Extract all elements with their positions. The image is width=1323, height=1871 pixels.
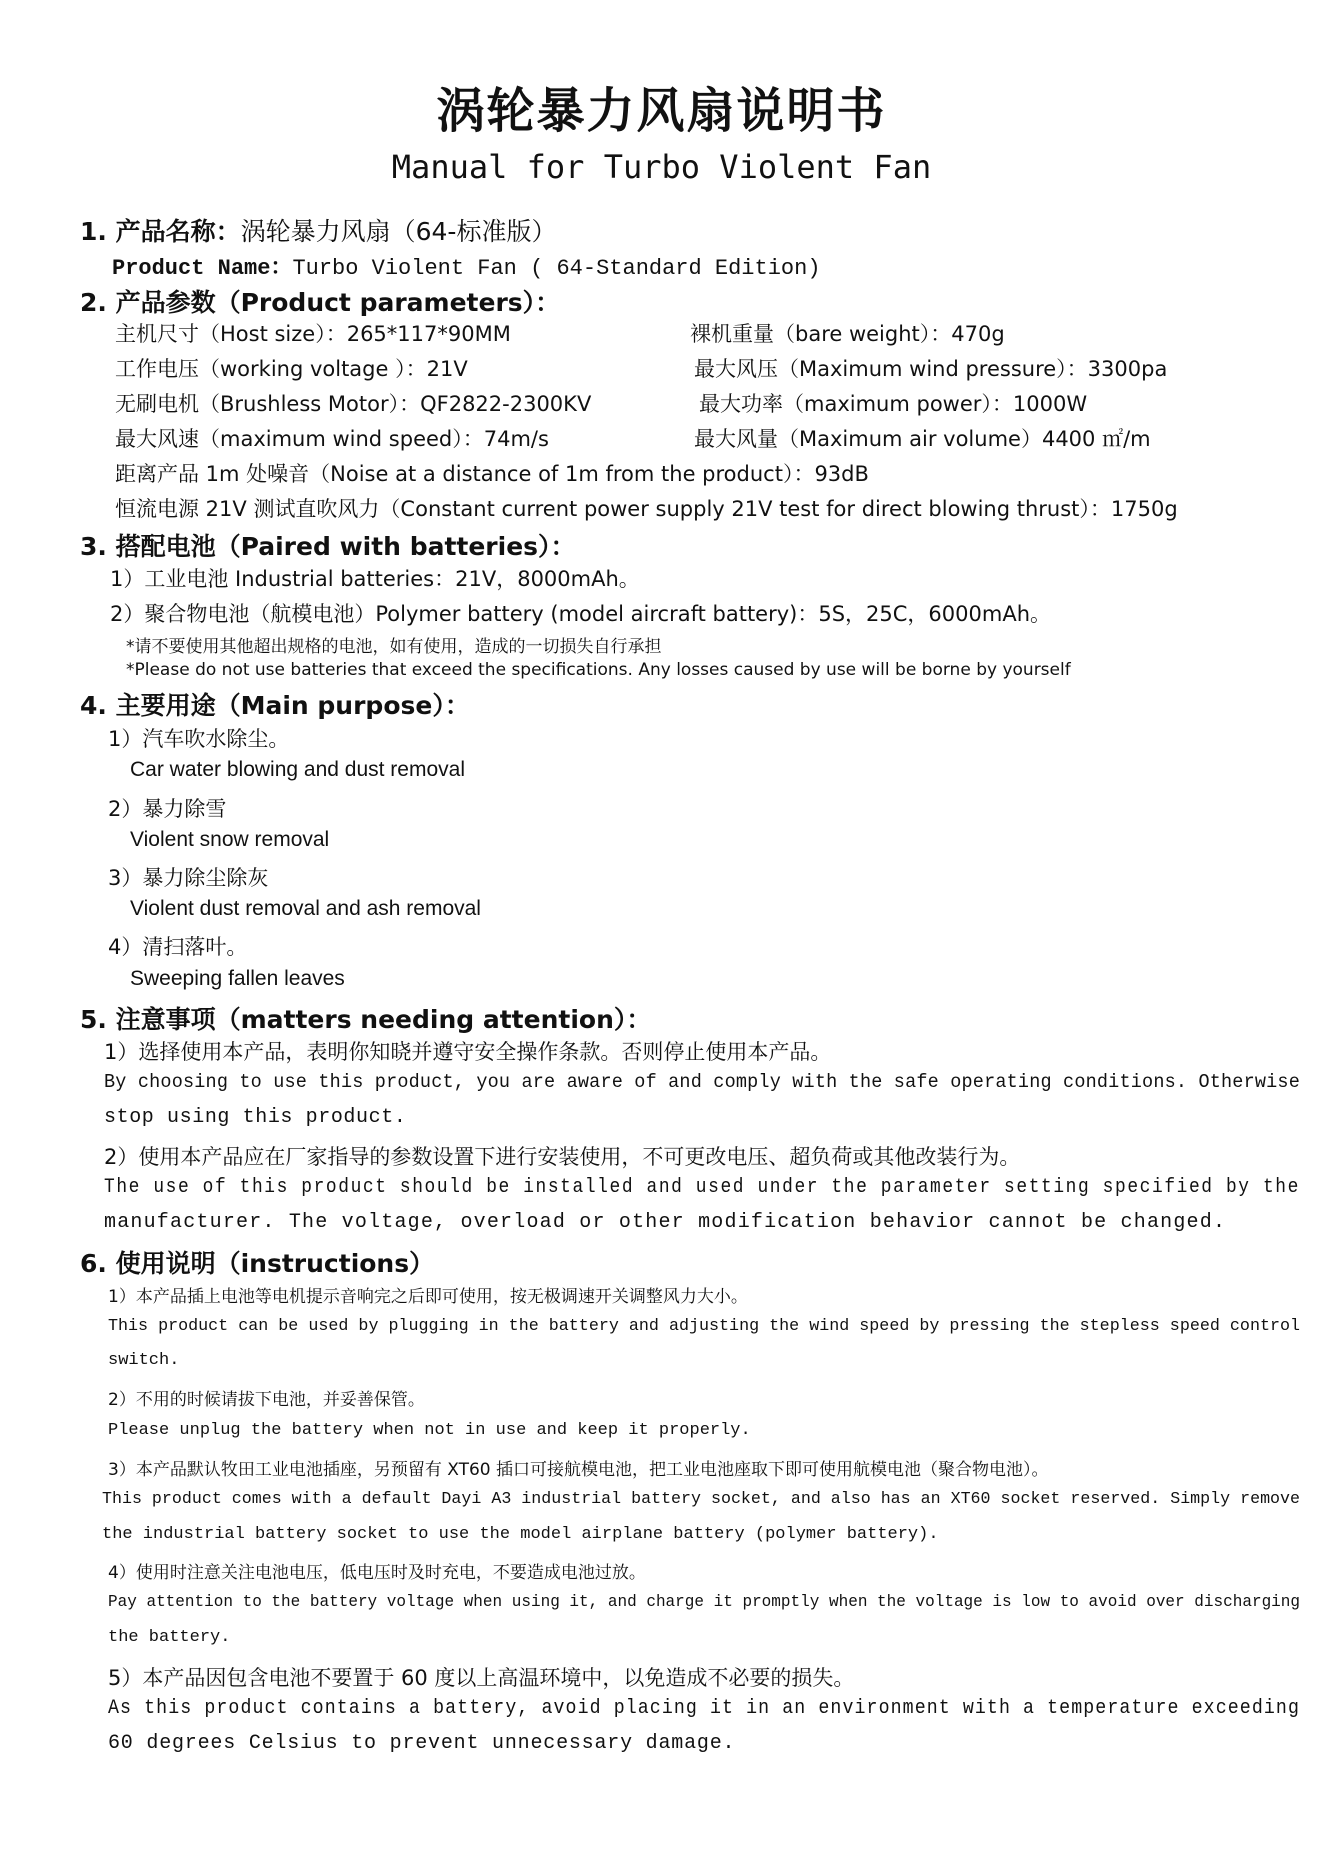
attention-2-en-a: The use of this product should be installed and used under the parameter setting specified by the	[104, 1176, 1300, 1199]
product-name-label-en: Product Name：	[112, 256, 293, 281]
section-4-heading: 4. 主要用途（Main purpose）：	[80, 691, 470, 720]
section-2-heading: 2. 产品参数（Product parameters）：	[80, 288, 561, 317]
attention-1-en-b: stop using this product.	[104, 1106, 407, 1129]
attention-2-en-b: manufacturer. The voltage, overload or other modification behavior cannot be changed.	[104, 1211, 1227, 1234]
instruction-3-en-b: the industrial battery socket to use the model airplane battery (polymer battery).	[102, 1525, 939, 1544]
purpose-2-zh: 2）暴力除雪	[108, 797, 227, 821]
instruction-5-en-b: 60 degrees Celsius to prevent unnecessary damage.	[108, 1732, 736, 1755]
section-6-heading: 6. 使用说明（instructions）	[80, 1249, 435, 1278]
instruction-3-zh: 3）本产品默认牧田工业电池插座，另预留有 XT60 插口可接航模电池，把工业电池座取下即可使用航模电池（聚合物电池）。	[108, 1460, 1049, 1480]
attention-2-zh: 2）使用本产品应在厂家指导的参数设置下进行安装使用，不可更改电压、超负荷或其他改装行为。	[104, 1145, 1021, 1169]
instruction-1-zh: 1）本产品插上电池等电机提示音响完之后即可使用，按无极调速开关调整风力大小。	[108, 1287, 748, 1307]
purpose-3-en: Violent dust removal and ash removal	[130, 897, 481, 920]
instruction-2-en: Please unplug the battery when not in use and keep it properly.	[108, 1421, 751, 1440]
section-3-heading: 3. 搭配电池（Paired with batteries）：	[80, 532, 576, 561]
param-max-power: 最大功率（maximum power）：1000W	[699, 392, 1088, 416]
section-1-heading	[80, 212, 556, 248]
param-brushless-motor: 无刷电机（Brushless Motor）：QF2822-2300KV	[115, 392, 592, 416]
purpose-1-en: Car water blowing and dust removal	[130, 758, 465, 781]
param-thrust: 恒流电源 21V 测试直吹风力（Constant current power supply 21V test for direct blowing thrust）：1750g	[115, 497, 1178, 521]
instruction-5-en-a: As this product contains a battery, avoid placing it in an environment with a temperature exceeding	[108, 1697, 1300, 1720]
instruction-4-en-b: the battery.	[108, 1628, 231, 1647]
purpose-4-zh: 4）清扫落叶。	[108, 935, 248, 959]
product-name-en-line	[112, 250, 821, 281]
section-1-heading-label: 1. 产品名称：	[80, 217, 241, 246]
purpose-4-en: Sweeping fallen leaves	[130, 967, 345, 990]
purpose-1-zh: 1）汽车吹水除尘。	[108, 727, 290, 751]
param-max-air-volume: 最大风量（Maximum air volume）4400 ㎡/m	[694, 427, 1151, 451]
product-name-zh: 涡轮暴力风扇（64-标准版）	[240, 217, 557, 246]
instruction-1-en-b: switch.	[108, 1351, 180, 1370]
battery-industrial: 1）工业电池 Industrial batteries：21V，8000mAh。	[110, 567, 640, 591]
param-noise: 距离产品 1m 处噪音（Noise at a distance of 1m from the product）：93dB	[115, 462, 869, 486]
product-name-en: Turbo Violent Fan ( 64-Standard Edition)	[292, 256, 821, 281]
section-5-heading: 5. 注意事项（matters needing attention）：	[80, 1005, 652, 1034]
instruction-3-en-a: This product comes with a default Dayi A3 industrial battery socket, and also has an XT60 socket reserved. Simply remove	[102, 1490, 1301, 1509]
instruction-4-zh: 4）使用时注意关注电池电压，低电压时及时充电，不要造成电池过放。	[108, 1563, 646, 1583]
param-max-wind-pressure: 最大风压（Maximum wind pressure）：3300pa	[694, 357, 1168, 381]
battery-polymer: 2）聚合物电池（航模电池）Polymer battery (model aircraft battery)：5S，25C，6000mAh。	[110, 602, 1051, 626]
param-host-size: 主机尺寸（Host size）：265*117*90MM	[115, 322, 511, 346]
instruction-5-zh: 5）本产品因包含电池不要置于 60 度以上高温环境中，以免造成不必要的损失。	[108, 1666, 855, 1690]
attention-1-en-a: By choosing to use this product, you are aware of and comply with the safe operating conditions. Otherwise	[104, 1071, 1301, 1093]
battery-note-en: *Please do not use batteries that exceed the specifications. Any losses caused by use will be borne by yourself	[126, 660, 1071, 680]
param-max-wind-speed: 最大风速（maximum wind speed）：74m/s	[115, 427, 549, 451]
title-chinese: 涡轮暴力风扇说明书	[436, 83, 887, 139]
instruction-4-en-a: Pay attention to the battery voltage when using it, and charge it promptly when the voltage is low to avoid over discharging	[108, 1593, 1301, 1612]
param-bare-weight: 裸机重量（bare weight）：470g	[690, 322, 1005, 346]
purpose-2-en: Violent snow removal	[130, 828, 330, 851]
title-english: Manual for Turbo Violent Fan	[391, 148, 932, 186]
instruction-2-zh: 2）不用的时候请拔下电池，并妥善保管。	[108, 1390, 425, 1410]
param-working-voltage: 工作电压（working voltage ）：21V	[115, 357, 468, 381]
purpose-3-zh: 3）暴力除尘除灰	[108, 866, 269, 890]
battery-note-zh: *请不要使用其他超出规格的电池，如有使用，造成的一切损失自行承担	[126, 637, 662, 657]
instruction-1-en-a: This product can be used by plugging in the battery and adjusting the wind speed by pressing the stepless speed control	[108, 1317, 1301, 1336]
attention-1-zh: 1）选择使用本产品，表明你知晓并遵守安全操作条款。否则停止使用本产品。	[104, 1040, 832, 1064]
